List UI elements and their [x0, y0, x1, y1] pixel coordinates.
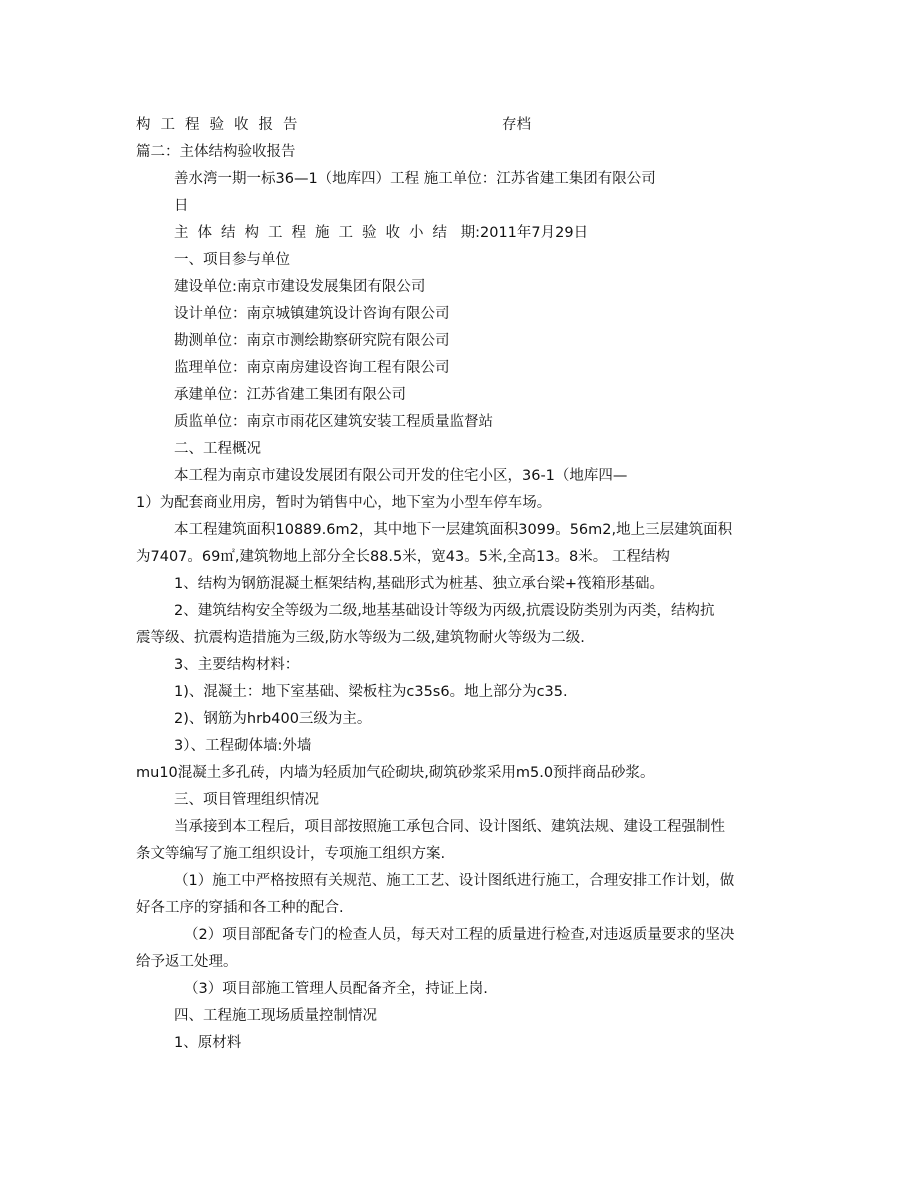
header-line — [136, 112, 788, 139]
material-2: 2)、钢筋为hrb400三级为主。 — [174, 711, 372, 727]
section4-sub1: 1、原材料 — [174, 1035, 242, 1051]
unit-contractor: 承建单位：江苏省建工集团有限公司 — [174, 387, 406, 403]
material-3: 3）、工程砌体墙:外墙 — [174, 738, 312, 754]
management-item-2-line2: 给予返工处理。 — [136, 954, 238, 970]
subtitle: 篇二：主体结构验收报告 — [136, 144, 296, 160]
unit-quality: 质监单位：南京市雨花区建筑安装工程质量监督站 — [174, 414, 493, 430]
project-line: 善水湾一期一标36—1（地库四）工程 施工单位：江苏省建工集团有限公司 — [174, 171, 656, 187]
unit-design: 设计单位：南京城镇建筑设计咨询有限公司 — [174, 306, 450, 322]
section3-heading: 三、项目管理组织情况 — [174, 792, 319, 808]
date-prefix: 日 — [174, 198, 189, 214]
unit-construction: 建设单位:南京市建设发展集团有限公司 — [174, 279, 426, 295]
material-3-continued: mu10混凝土多孔砖，内墙为轻质加气砼砌块,砌筑砂浆采用m5.0预拌商品砂浆。 — [136, 765, 655, 781]
section2-heading: 二、工程概况 — [174, 441, 261, 457]
overview-p2-line2: 为7407。69㎡,建筑物地上部分全长88.5米，宽43。5米,全高13。8米。 工程结构 — [136, 549, 670, 565]
structure-item-2-line2: 震等级、抗震构造措施为三级,防水等级为二级,建筑物耐火等级为二级. — [136, 630, 585, 646]
summary-title-line — [136, 220, 788, 247]
overview-p1-line1: 本工程为南京市建设发展团有限公司开发的住宅小区，36-1（地库四— — [174, 468, 628, 484]
material-1: 1)、混凝土：地下室基础、梁板柱为c35s6。地上部分为c35. — [174, 684, 568, 700]
section1-heading: 一、项目参与单位 — [174, 252, 290, 268]
management-p1-line1: 当承接到本工程后，项目部按照施工承包合同、设计图纸、建筑法规、建设工程强制性 — [174, 819, 725, 835]
management-item-2-line1: （2）项目部配备专门的检查人员，每天对工程的质量进行检查,对违返质量要求的坚决 — [184, 927, 735, 943]
section4-heading: 四、工程施工现场质量控制情况 — [174, 1008, 377, 1024]
overview-p1-line2: 1）为配套商业用房，暂时为销售中心，地下室为小型车停车场。 — [136, 495, 552, 511]
overview-p2-line1: 本工程建筑面积10889.6m2，其中地下一层建筑面积3099。56m2,地上三层建筑面积 — [174, 522, 733, 538]
unit-survey: 勘测单位：南京市测绘勘察研究院有限公司 — [174, 333, 450, 349]
management-item-3: （3）项目部施工管理人员配备齐全，持证上岗. — [184, 981, 488, 997]
document-body — [136, 112, 788, 1057]
structure-item-2-line1: 2、建筑结构安全等级为二级,地基基础设计等级为丙级,抗震设防类别为丙类，结构抗 — [174, 603, 715, 619]
structure-item-1: 1、结构为钢筋混凝土框架结构,基础形式为桩基、独立承台梁+筏箱形基础。 — [174, 576, 664, 592]
document-title: 构工程验收报告 — [136, 117, 308, 133]
summary-title: 主体结构工程施工验收小结 — [174, 225, 456, 241]
management-p1-line2: 条文等编写了施工组织设计，专项施工组织方案. — [136, 846, 446, 862]
archive-label: 存档 — [502, 117, 531, 133]
unit-supervision: 监理单位：南京南房建设咨询工程有限公司 — [174, 360, 450, 376]
structure-item-3: 3、主要结构材料： — [174, 657, 300, 673]
summary-date: 期:2011年7月29日 — [460, 225, 589, 241]
management-item-1-line2: 好各工序的穿插和各工种的配合. — [136, 900, 344, 916]
management-item-1-line1: （1）施工中严格按照有关规范、施工工艺、设计图纸进行施工，合理安排工作计划，做 — [174, 873, 735, 889]
